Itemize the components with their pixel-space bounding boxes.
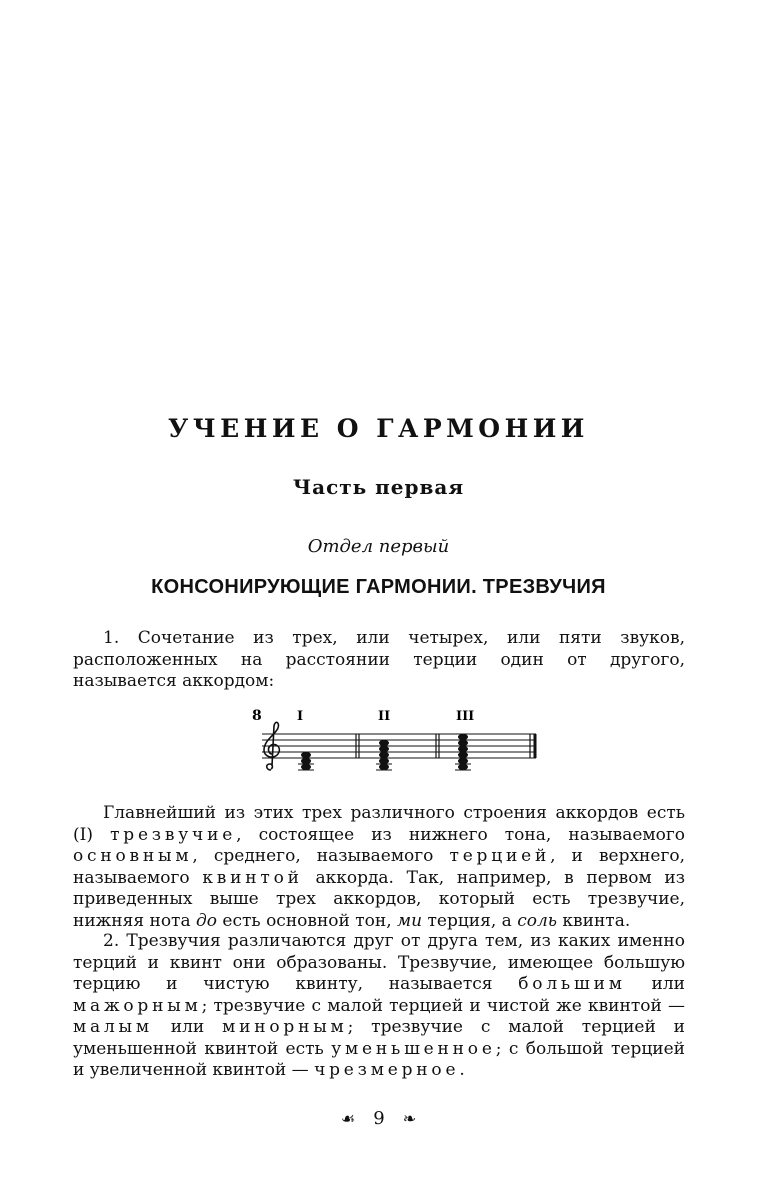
p3-text-2: или	[625, 974, 685, 994]
note-sol: соль	[517, 910, 558, 931]
term-major-big: большим	[518, 974, 626, 994]
p2-text-4: , и верхнего, называемого	[73, 846, 685, 888]
ornament-left-icon: ☙	[340, 1109, 356, 1128]
music-notation	[250, 706, 540, 776]
page-footer	[0, 1108, 757, 1129]
octave-mark: 8	[252, 708, 262, 724]
p3-text-5: ; трезвучие с малой терцией и уменьшенной квинтой есть	[73, 1017, 685, 1059]
chapter-heading: КОНСОНИРУЮЩИЕ ГАРМОНИИ. ТРЕЗВУЧИЯ	[151, 576, 606, 598]
section-title: Отдел первый	[307, 536, 450, 557]
part-title: Часть первая	[292, 475, 465, 499]
paragraph-1-text: 1. Сочетание из трех, или четырех, или пяти звуков, расположенных на расстоянии терции один от другого, называется аккордом:	[73, 628, 685, 691]
chord-label-1: I	[297, 709, 304, 724]
term-minor-small: малым	[73, 1017, 153, 1037]
paragraph-1	[73, 628, 685, 693]
term-root: основным	[73, 846, 193, 866]
note-mi: ми	[397, 910, 423, 931]
p2-text-3: , среднего, называемого	[192, 846, 450, 866]
book-title: УЧЕНИЕ О ГАРМОНИИ	[168, 414, 589, 443]
p2-text-5: аккорда. Так, например, в первом из приведенных выше трех аккордов, который есть трезвучие, нижняя нота	[73, 867, 685, 931]
p2-text-7: терция, а	[422, 910, 518, 931]
term-diminished: уменьшенное	[331, 1038, 496, 1059]
p3-text-4: или	[152, 1017, 223, 1037]
term-major: мажорным	[73, 995, 202, 1016]
term-third: терцией	[449, 846, 551, 866]
term-triad: трезвучие	[110, 824, 237, 845]
ornament-right-icon: ❧	[402, 1109, 417, 1128]
chord-1-notes	[298, 752, 314, 770]
p2-text-6: есть основной тон,	[217, 910, 398, 931]
p3-text-6: ; с большой терцией и увеличенной квинтой —	[73, 1038, 686, 1080]
page-number: 9	[373, 1108, 385, 1129]
p2-text-8: квинта.	[557, 910, 631, 931]
term-minor: минорным	[222, 1017, 348, 1037]
p3-text-7: .	[459, 1060, 465, 1080]
p3-text-3: ; трезвучие с малой терцией и чистой же квинтой —	[201, 995, 685, 1016]
chord-label-3: III	[456, 709, 475, 724]
paragraph-3	[73, 931, 685, 1082]
chord-2-notes	[376, 740, 392, 770]
paragraph-2	[73, 803, 685, 932]
note-do: до	[196, 910, 218, 931]
term-augmented: чрезмерное	[314, 1060, 460, 1080]
chord-label-2: II	[378, 709, 391, 724]
p2-text-2: , состоящее из нижнего тона, называемого	[236, 824, 685, 845]
p3-text-1: 2. Трезвучия различаются друг от друга тем, из каких именно терций и квинт они образованы. Трезвучие, имеющее большую терцию и чистую квинту, называется	[73, 931, 685, 994]
term-fifth: квинтой	[202, 867, 303, 888]
p2-text-1: Главнейший из этих трех различного строения аккордов есть (I)	[73, 803, 685, 845]
